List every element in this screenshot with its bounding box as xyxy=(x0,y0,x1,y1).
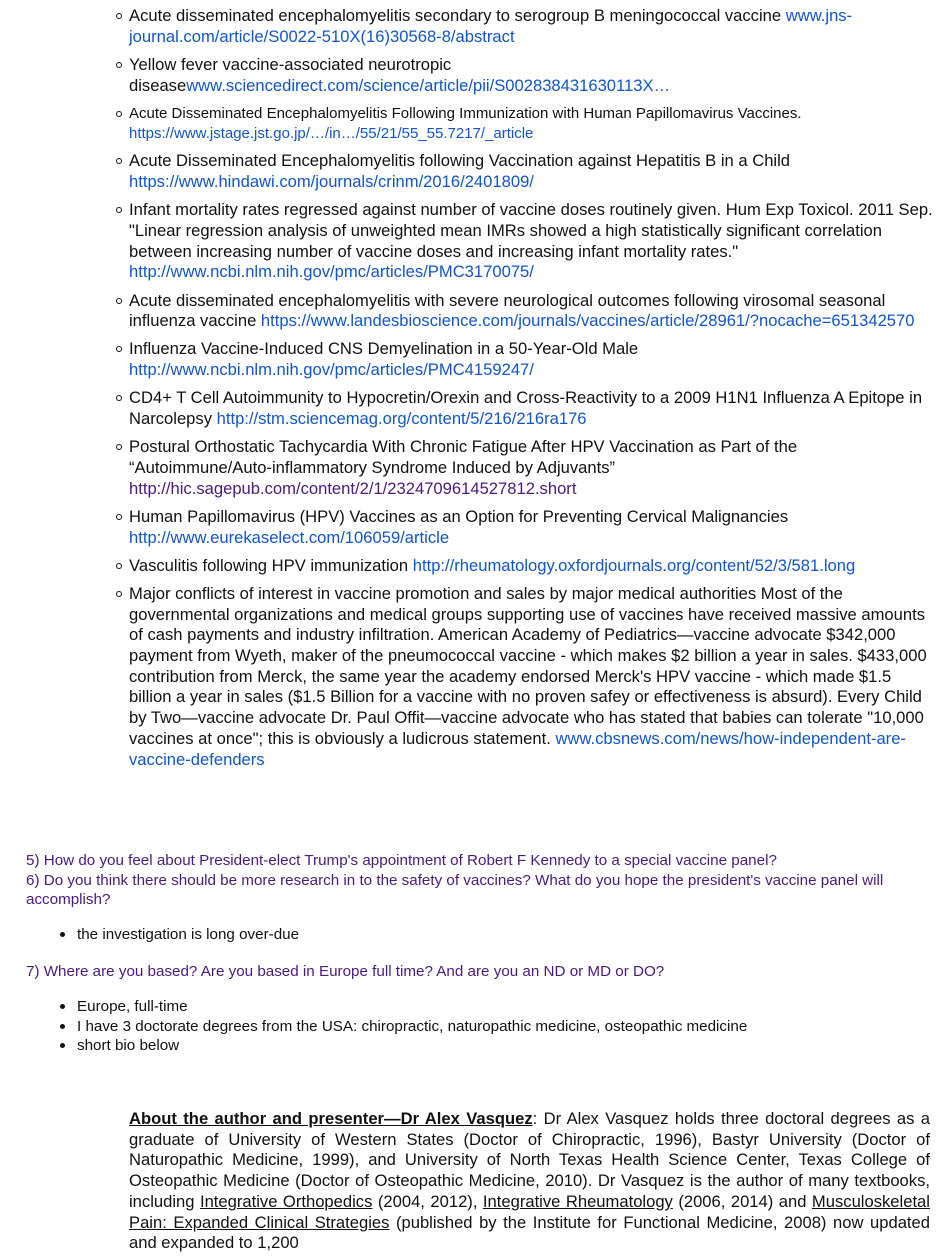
bio-heading-colon: : xyxy=(532,1109,538,1128)
bio-text: (2006, 2014) and xyxy=(672,1191,812,1211)
reference-link[interactable]: http://rheumatology.oxfordjournals.org/content/52/3/581.long xyxy=(412,555,856,575)
book-title: Musculoskeletal Pain: Expanded Clinical Strategies xyxy=(129,1191,930,1232)
reference-text: Acute disseminated encephalomyelitis with severe neurological outcomes following virosomal seasonal influenza vaccine xyxy=(129,290,886,331)
reference-list xyxy=(129,6,934,778)
reference-text: Influenza Vaccine-Induced CNS Demyelination in a 50-Year-Old Male xyxy=(129,339,639,359)
answer-list-7 xyxy=(77,997,747,1056)
reference-text: Yellow fever vaccine-associated neurotropic disease xyxy=(129,54,452,95)
reference-link[interactable]: https://www.hindawi.com/journals/crinm/2016/2401809/ xyxy=(129,172,534,192)
answer-list-6 xyxy=(77,925,299,945)
reference-text: CD4+ T Cell Autoimmunity to Hypocretin/Orexin and Cross-Reactivity to a 2009 H1N1 Influenza A Epitope in Narcolepsy xyxy=(129,388,923,429)
reference-item xyxy=(129,55,934,96)
answer-item: Europe, full-time xyxy=(77,997,747,1017)
reference-item xyxy=(129,104,934,144)
reference-link[interactable]: http://www.ncbi.nlm.nih.gov/pmc/articles/PMC4159247/ xyxy=(129,360,534,380)
bio-text: (published by the Institute for Functional Medicine, 2008) now updated and expanded to 1,200 xyxy=(129,1212,930,1253)
reference-text: Infant mortality rates regressed against number of vaccine doses routinely given. Hum Exp Toxicol. 2011 Sep. "Linear regression analysis of unweighted mean IMRs showed a high statistically significant correlation between increasing number of vaccine doses and increasing infant mortality rates." xyxy=(129,200,933,261)
bio-text: (2004, 2012), xyxy=(372,1191,483,1211)
reference-text: Acute Disseminated Encephalomyelitis Following Immunization with Human Papillomavirus Vaccines. xyxy=(129,104,802,122)
reference-link[interactable]: https://www.jstage.jst.go.jp/…/in…/55/21/55_55.7217/_article xyxy=(129,124,534,142)
book-title: Integrative Orthopedics xyxy=(199,1191,373,1211)
reference-link[interactable]: www.sciencedirect.com/science/article/pii/S002838431630113X… xyxy=(186,75,671,95)
reference-text: Vasculitis following HPV immunization xyxy=(129,555,413,575)
reference-item xyxy=(129,291,934,332)
answer-item: I have 3 doctorate degrees from the USA: chiropractic, naturopathic medicine, osteopathic medicine xyxy=(77,1017,748,1035)
reference-link[interactable]: http://hic.sagepub.com/content/2/1/2324709614527812.short xyxy=(129,478,577,498)
reference-item xyxy=(129,388,934,429)
bio-text: Dr Alex Vasquez holds three doctoral degrees as a graduate of University of Western States (Doctor of Chiropractic, 1996), Bastyr University (Doctor of Naturopathic Medicine, 1999), and University of North Texas Health Science Center, Texas College of Osteopathic Medicine (Doctor of Osteopathic Medicine, 2010). Dr Vasquez is the author of many textbooks, including xyxy=(129,1109,930,1211)
reference-link[interactable]: www.cbsnews.com/news/how-independent-are-vaccine-defenders xyxy=(129,728,906,769)
answer-item: the investigation is long over-due xyxy=(77,926,300,943)
reference-link[interactable]: https://www.landesbioscience.com/journals/vaccines/article/28961/?nocache=651342570 xyxy=(260,311,915,331)
reference-link[interactable]: http://www.eurekaselect.com/106059/article xyxy=(129,527,450,547)
book-title: Integrative Rheumatology xyxy=(482,1191,673,1211)
reference-text: Postural Orthostatic Tachycardia With Chronic Fatigue After HPV Vaccination as Part of the “Autoimmune/Auto-inflammatory Syndrome Induced by Adjuvants” xyxy=(129,437,798,477)
reference-text: Major conflicts of interest in vaccine promotion and sales by major medical authorities Most of the governmental organizations and medical groups supporting use of vaccines have received massive amounts of cash payments and industry infiltration. American Academy of Pediatrics—vaccine advocate $342,000 payment from Wyeth, maker of the pneumococcal vaccine - which makes $2 billion a year in sales. $433,000 contribution from Merck, the same year the academy endorsed Merck's HPV vaccine - which made $1.5 billion a year in sales ($1.5 Billion for a vaccine with no proven safey or effectiveness is absurd). Every Child by Two—vaccine advocate Dr. Paul Offit—vaccine advocate who has stated that babies can tolerate "10,000 vaccines at once"; this is obviously a ludicrous statement. xyxy=(129,583,927,748)
reference-text: Acute Disseminated Encephalomyelitis following Vaccination against Hepatitis B in a Child xyxy=(129,151,791,171)
reference-text: Acute disseminated encephalomyelitis secondary to serogroup B meningococcal vaccine xyxy=(129,6,786,25)
question-5: 5) How do you feel about President-elect Trump's appointment of Robert F Kennedy to a special vaccine panel? xyxy=(26,852,777,869)
reference-link[interactable]: http://stm.sciencemag.org/content/5/216/216ra176 xyxy=(216,409,587,429)
reference-link[interactable]: www.jns-journal.com/article/S0022-510X(16)30568-8/abstract xyxy=(129,6,853,46)
reference-item xyxy=(129,6,934,47)
question-7: 7) Where are you based? Are you based in Europe full time? And are you an ND or MD or DO? xyxy=(26,963,665,980)
author-bio xyxy=(129,1109,930,1254)
question-6: 6) Do you think there should be more research in to the safety of vaccines? What do you hope the president's vaccine panel will accomplish? xyxy=(26,871,884,909)
reference-item xyxy=(129,556,934,577)
bio-heading: About the author and presenter—Dr Alex Vasquez xyxy=(129,1109,533,1128)
reference-text: Human Papillomavirus (HPV) Vaccines as an Option for Preventing Cervical Malignancies xyxy=(129,506,789,526)
reference-item xyxy=(129,151,934,192)
question-block-5-6 xyxy=(26,851,906,910)
reference-item xyxy=(129,584,934,770)
reference-item xyxy=(129,339,934,380)
reference-item xyxy=(129,507,934,548)
reference-item xyxy=(129,437,934,499)
answer-item: short bio below xyxy=(77,1036,747,1056)
reference-link[interactable]: http://www.ncbi.nlm.nih.gov/pmc/articles/PMC3170075/ xyxy=(129,262,534,282)
reference-item xyxy=(129,200,934,283)
